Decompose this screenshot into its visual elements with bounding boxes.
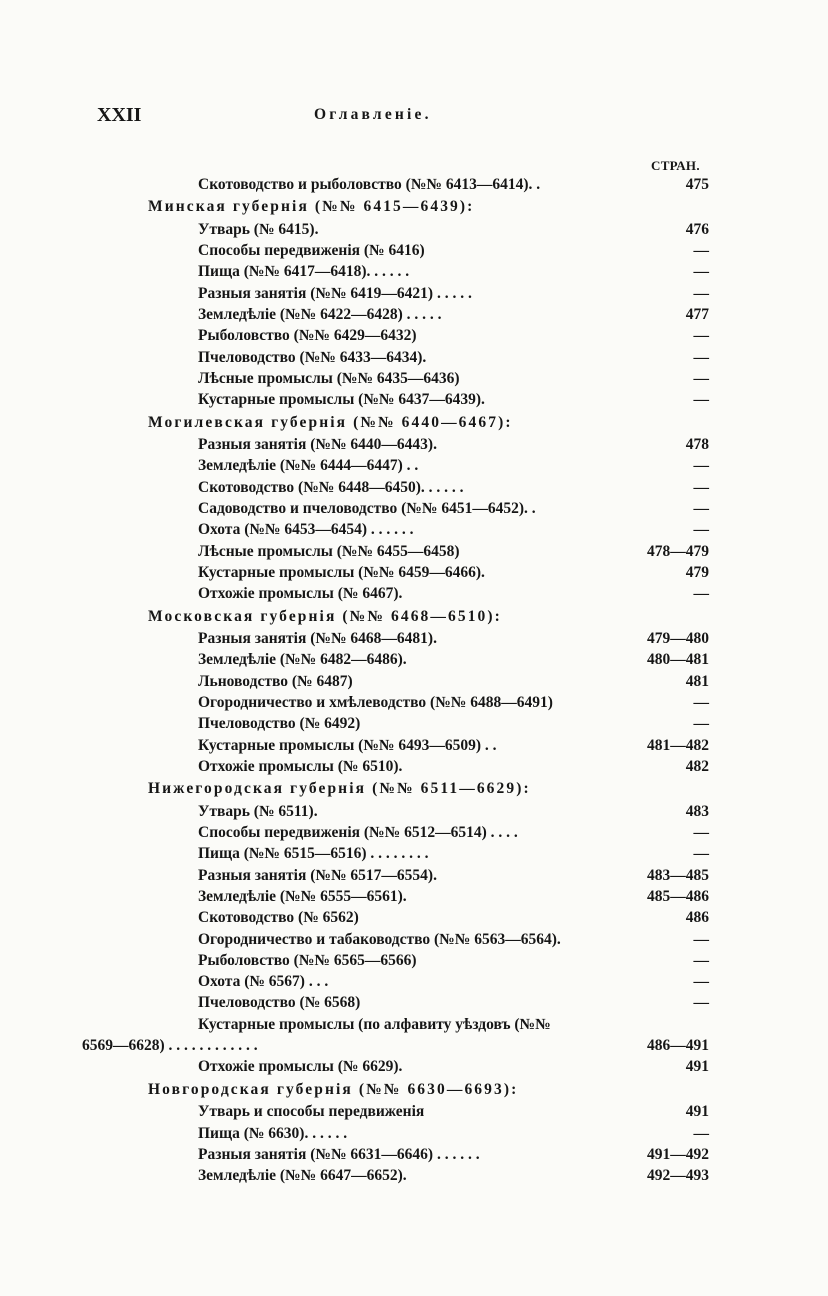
- toc-entry-title: Отхожіе промыслы (№ 6510).: [198, 757, 403, 775]
- toc-entry: [0, 455, 828, 476]
- toc-entry-page: —: [693, 521, 709, 539]
- toc-entry-page: 486: [685, 909, 709, 927]
- toc-entry: [0, 907, 828, 928]
- toc-section-heading: [0, 605, 828, 629]
- toc-entry: [0, 434, 828, 455]
- toc-entry-title: Разныя занятія (№№ 6631—6646) . . . . . .: [198, 1145, 480, 1163]
- toc-entry-page: 482: [685, 757, 709, 775]
- toc-entry: [0, 368, 828, 389]
- page-column-label: СТРАН.: [651, 158, 700, 173]
- toc-entry: [0, 477, 828, 498]
- toc-entry-page: —: [693, 994, 709, 1012]
- toc-entry: [0, 1101, 828, 1122]
- toc-section-heading: [0, 411, 828, 435]
- toc-entry-title: Охота (№ 6567) . . .: [198, 973, 329, 991]
- toc-entry: [0, 1123, 828, 1144]
- toc-entry-page: —: [693, 951, 709, 969]
- toc-entry-page: —: [693, 824, 709, 842]
- toc-entry-page: 491: [685, 1103, 709, 1121]
- toc-entry-title: Рыболовство (№№ 6429—6432): [198, 327, 417, 345]
- toc-section-heading: [0, 1078, 828, 1102]
- page-header: [0, 104, 828, 134]
- toc-entry-title: Скотоводство и рыболовство (№№ 6413—6414). .: [198, 176, 541, 193]
- toc-entry-page: 478—479: [647, 542, 709, 560]
- toc-entry-title: Утварь (№ 6415).: [198, 220, 319, 238]
- toc-entry-title: Земледѣліе (№№ 6555—6561).: [198, 887, 407, 905]
- toc-entry-title: Кустарные промыслы (№№ 6459—6466).: [198, 563, 485, 581]
- toc-entry: [0, 1014, 828, 1035]
- page-title: Оглавленіе.: [314, 106, 432, 123]
- toc-entry: [0, 1035, 828, 1056]
- toc-entry: [0, 240, 828, 261]
- toc-entry-page: —: [693, 973, 709, 991]
- toc-entry-title: Скотоводство (№№ 6448—6450). . . . . .: [198, 478, 464, 496]
- toc-entry-page: —: [693, 348, 709, 366]
- toc-entry-page: —: [693, 500, 709, 518]
- toc-entry-title: Кустарные промыслы (№№ 6493—6509) . .: [198, 736, 497, 754]
- toc-entry-title: Разныя занятія (№№ 6517—6554).: [198, 866, 437, 884]
- toc-entry: [0, 498, 828, 519]
- toc-entry-page: —: [693, 369, 709, 387]
- toc-entry-title: Разныя занятія (№№ 6468—6481).: [198, 630, 437, 648]
- toc-entry-page: —: [693, 284, 709, 302]
- toc-entry-title: Земледѣліе (№№ 6647—6652).: [198, 1167, 407, 1185]
- toc-entry: [0, 950, 828, 971]
- toc-entry-title: Земледѣліе (№№ 6482—6486).: [198, 651, 407, 669]
- toc-entry-title: Новгородская губернія (№№ 6630—6693):: [148, 1080, 519, 1098]
- toc-entry-page: —: [693, 457, 709, 475]
- toc-entry: [0, 886, 828, 907]
- toc-entry-title: Могилевская губернія (№№ 6440—6467):: [148, 413, 513, 431]
- toc-entry-title: 6569—6628) . . . . . . . . . . . .: [82, 1037, 258, 1055]
- toc-entry-title: Способы передвиженія (№№ 6512—6514) . . . .: [198, 824, 518, 842]
- toc-entry-title: Огородничество и табаководство (№№ 6563—6564).: [198, 930, 561, 948]
- toc-entry-title: Московская губернія (№№ 6468—6510):: [148, 607, 502, 625]
- toc-entry-page: —: [693, 242, 709, 260]
- toc-entry: [0, 219, 828, 240]
- toc-entry-page: 491—492: [647, 1145, 709, 1163]
- toc-entry: [0, 756, 828, 777]
- toc-entry-title: Способы передвиженія (№ 6416): [198, 242, 425, 260]
- toc-entry-page: 481—482: [647, 736, 709, 754]
- toc-entry-page: —: [693, 845, 709, 863]
- toc-entry: [0, 1144, 828, 1165]
- toc-entry-page: —: [693, 263, 709, 281]
- toc-entry-page: —: [693, 327, 709, 345]
- toc-section-heading: [0, 777, 828, 801]
- toc-entry-page: 475: [685, 176, 709, 193]
- toc-entry-title: Пища (№№ 6417—6418). . . . . .: [198, 263, 410, 281]
- page-number: XXII: [97, 104, 142, 126]
- toc-entry: [0, 304, 828, 325]
- toc-entry-title: Охота (№№ 6453—6454) . . . . . .: [198, 521, 414, 539]
- toc-entry-page: —: [693, 585, 709, 603]
- toc-entry: [0, 992, 828, 1013]
- toc-entry-title: Минская губернія (№№ 6415—6439):: [148, 198, 475, 216]
- toc-entry-title: Нижегородская губернія (№№ 6511—6629):: [148, 780, 531, 798]
- toc-entry-page: 477: [685, 306, 709, 324]
- toc-entry-page: —: [693, 1124, 709, 1142]
- toc-entry: [0, 671, 828, 692]
- toc-entry: [0, 325, 828, 346]
- toc-entry-page: 481: [685, 672, 709, 690]
- toc-entry-page: 476: [685, 220, 709, 238]
- toc-entry-title: Утварь и способы передвиженія: [198, 1103, 425, 1121]
- toc-entry: [0, 519, 828, 540]
- toc-entry-title: Кустарные промыслы (№№ 6437—6439).: [198, 391, 485, 409]
- toc-entry: [0, 971, 828, 992]
- toc-entry-page: 485—486: [647, 887, 709, 905]
- toc-entry: [0, 261, 828, 282]
- toc-entry: [0, 283, 828, 304]
- toc-entry: [0, 801, 828, 822]
- toc-entry: [0, 692, 828, 713]
- toc-entry-page: 483—485: [647, 866, 709, 884]
- toc-entry-title: Земледѣліе (№№ 6444—6447) . .: [198, 457, 419, 475]
- toc-entry-title: Пчеловодство (№ 6492): [198, 715, 361, 733]
- toc-entry-title: Отхожіе промыслы (№ 6629).: [198, 1058, 403, 1076]
- toc-entry: [0, 735, 828, 756]
- toc-entry: [0, 389, 828, 410]
- toc-entry-title: Отхожіе промыслы (№ 6467).: [198, 585, 403, 603]
- toc-entry-page: 478: [685, 436, 709, 454]
- toc-entry-page: 483: [685, 802, 709, 820]
- toc-entry: [0, 541, 828, 562]
- table-of-contents: [0, 174, 828, 1186]
- toc-entry: [0, 843, 828, 864]
- toc-entry: [0, 1056, 828, 1077]
- toc-entry-title: Кустарные промыслы (по алфавиту уѣздовъ (№№: [198, 1015, 551, 1033]
- toc-entry-title: Лѣсные промыслы (№№ 6455—6458): [198, 542, 460, 560]
- toc-entry-page: —: [693, 391, 709, 409]
- toc-entry-page: —: [693, 478, 709, 496]
- toc-entry-title: Скотоводство (№ 6562): [198, 909, 359, 927]
- toc-entry-title: Утварь (№ 6511).: [198, 802, 318, 820]
- toc-entry-page: 480—481: [647, 651, 709, 669]
- toc-entry: [0, 649, 828, 670]
- toc-entry-title: Земледѣліе (№№ 6422—6428) . . . . .: [198, 306, 442, 324]
- toc-entry: [0, 1165, 828, 1186]
- toc-entry-title: Разныя занятія (№№ 6440—6443).: [198, 436, 437, 454]
- toc-entry-title: Пища (№ 6630). . . . . .: [198, 1124, 348, 1142]
- toc-entry-page: 492—493: [647, 1167, 709, 1185]
- toc-entry-page: 491: [685, 1058, 709, 1076]
- toc-entry-title: Разныя занятія (№№ 6419—6421) . . . . .: [198, 284, 472, 302]
- toc-entry-page: 479—480: [647, 630, 709, 648]
- toc-entry-page: —: [693, 715, 709, 733]
- toc-entry: [0, 628, 828, 649]
- toc-entry: [0, 174, 828, 195]
- toc-entry-page: —: [693, 930, 709, 948]
- toc-entry: [0, 347, 828, 368]
- toc-entry-page: 479: [685, 563, 709, 581]
- toc-entry: [0, 583, 828, 604]
- toc-entry: [0, 929, 828, 950]
- toc-entry: [0, 865, 828, 886]
- toc-entry-page: —: [693, 694, 709, 712]
- toc-section-heading: [0, 195, 828, 219]
- toc-entry: [0, 822, 828, 843]
- toc-entry-title: Пища (№№ 6515—6516) . . . . . . . .: [198, 845, 429, 863]
- toc-entry-title: Рыболовство (№№ 6565—6566): [198, 951, 417, 969]
- toc-entry-page: 486—491: [647, 1037, 709, 1055]
- toc-entry: [0, 562, 828, 583]
- toc-entry-title: Садоводство и пчеловодство (№№ 6451—6452). .: [198, 500, 536, 518]
- toc-entry-title: Огородничество и хмѣлеводство (№№ 6488—6491): [198, 694, 553, 712]
- toc-entry-title: Льноводство (№ 6487): [198, 672, 353, 690]
- toc-entry: [0, 713, 828, 734]
- toc-entry-title: Пчеловодство (№ 6568): [198, 994, 361, 1012]
- toc-entry-title: Пчеловодство (№№ 6433—6434).: [198, 348, 427, 366]
- toc-entry-title: Лѣсные промыслы (№№ 6435—6436): [198, 369, 460, 387]
